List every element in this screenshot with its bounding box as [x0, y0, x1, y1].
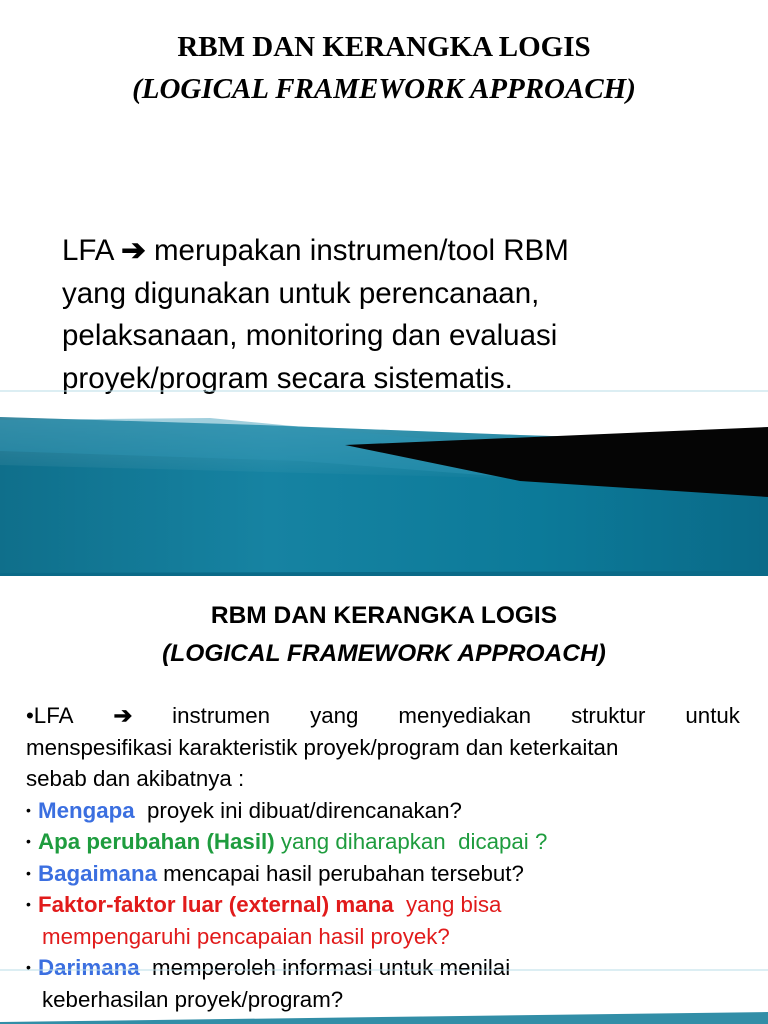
- intro-word: untuk: [685, 703, 740, 728]
- slide-2-subtitle: (LOGICAL FRAMEWORK APPROACH): [162, 640, 606, 667]
- slide-1-decorative-wave: [0, 385, 768, 576]
- slide-1-line-3: pelaksanaan, monitoring dan evaluasi: [62, 319, 558, 352]
- slide-2: [0, 576, 768, 1024]
- intro-word: menyediakan: [398, 703, 532, 728]
- bullet-keyword: Bagaimana: [38, 860, 157, 886]
- slide-1-body: [62, 230, 722, 400]
- bullet-keyword: Darimana: [38, 955, 140, 980]
- intro-word: instrumen: [172, 703, 271, 728]
- slide-2-title: RBM DAN KERANGKA LOGIS: [210, 602, 558, 629]
- lfa-label: LFA: [62, 234, 113, 267]
- bullet-faktor-luar-continued: mempengaruhi pencapaian hasil proyek?: [42, 923, 450, 949]
- slide-1-line-1-text: merupakan instrumen/tool RBM: [153, 234, 569, 267]
- slide-2-intro-line-1: [26, 700, 740, 732]
- slide-1-line-1: [62, 230, 722, 273]
- bullet-apa-perubahan: [26, 826, 740, 858]
- bullet-dot-icon: •: [26, 801, 31, 818]
- slide-1-line-2: yang digunakan untuk perencanaan,: [62, 276, 540, 310]
- right-arrow-icon: ➔: [121, 234, 146, 267]
- slide-1-subtitle: (LOGICAL FRAMEWORK APPROACH): [132, 73, 636, 105]
- bullet-text: yang diharapkan dicapai ?: [274, 829, 548, 854]
- bullet-text: mencapai hasil perubahan tersebut?: [156, 860, 524, 886]
- bullet-dot-icon: •: [26, 959, 31, 975]
- right-arrow-icon: ➔: [113, 703, 133, 728]
- bullet-text: yang bisa: [393, 892, 502, 917]
- bullet-faktor-luar: [26, 889, 740, 921]
- intro-word: struktur: [571, 703, 646, 728]
- bullet-keyword: Apa perubahan (Hasil): [38, 829, 275, 854]
- slide-1-title: RBM DAN KERANGKA LOGIS: [177, 31, 591, 63]
- bullet-keyword: Faktor-faktor luar (external) mana: [38, 892, 394, 917]
- slide-2-intro-line-3: sebab dan akibatnya :: [26, 766, 245, 791]
- lfa-label: •LFA: [26, 703, 74, 728]
- bullet-darimana-continued: keberhasilan proyek/program?: [42, 986, 344, 1012]
- bullet-dot-icon: •: [26, 896, 31, 912]
- bullet-dot-icon: •: [26, 833, 31, 849]
- slide-2-intro-line-2: menspesifikasi karakteristik proyek/program dan keterkaitan: [26, 734, 619, 760]
- slide-1-line-4: proyek/program secara sistematis.: [62, 361, 513, 395]
- bullet-bagaimana: [26, 858, 740, 890]
- bullet-keyword: Mengapa: [38, 797, 135, 823]
- intro-word: yang: [310, 703, 359, 728]
- slide-2-decorative-wave: [0, 964, 768, 1024]
- bullet-text: memperoleh informasi untuk menilai: [139, 955, 511, 980]
- bullet-text: proyek ini dibuat/direncanakan?: [134, 797, 462, 823]
- bullet-dot-icon: •: [26, 864, 31, 881]
- bullet-mengapa: [26, 795, 740, 827]
